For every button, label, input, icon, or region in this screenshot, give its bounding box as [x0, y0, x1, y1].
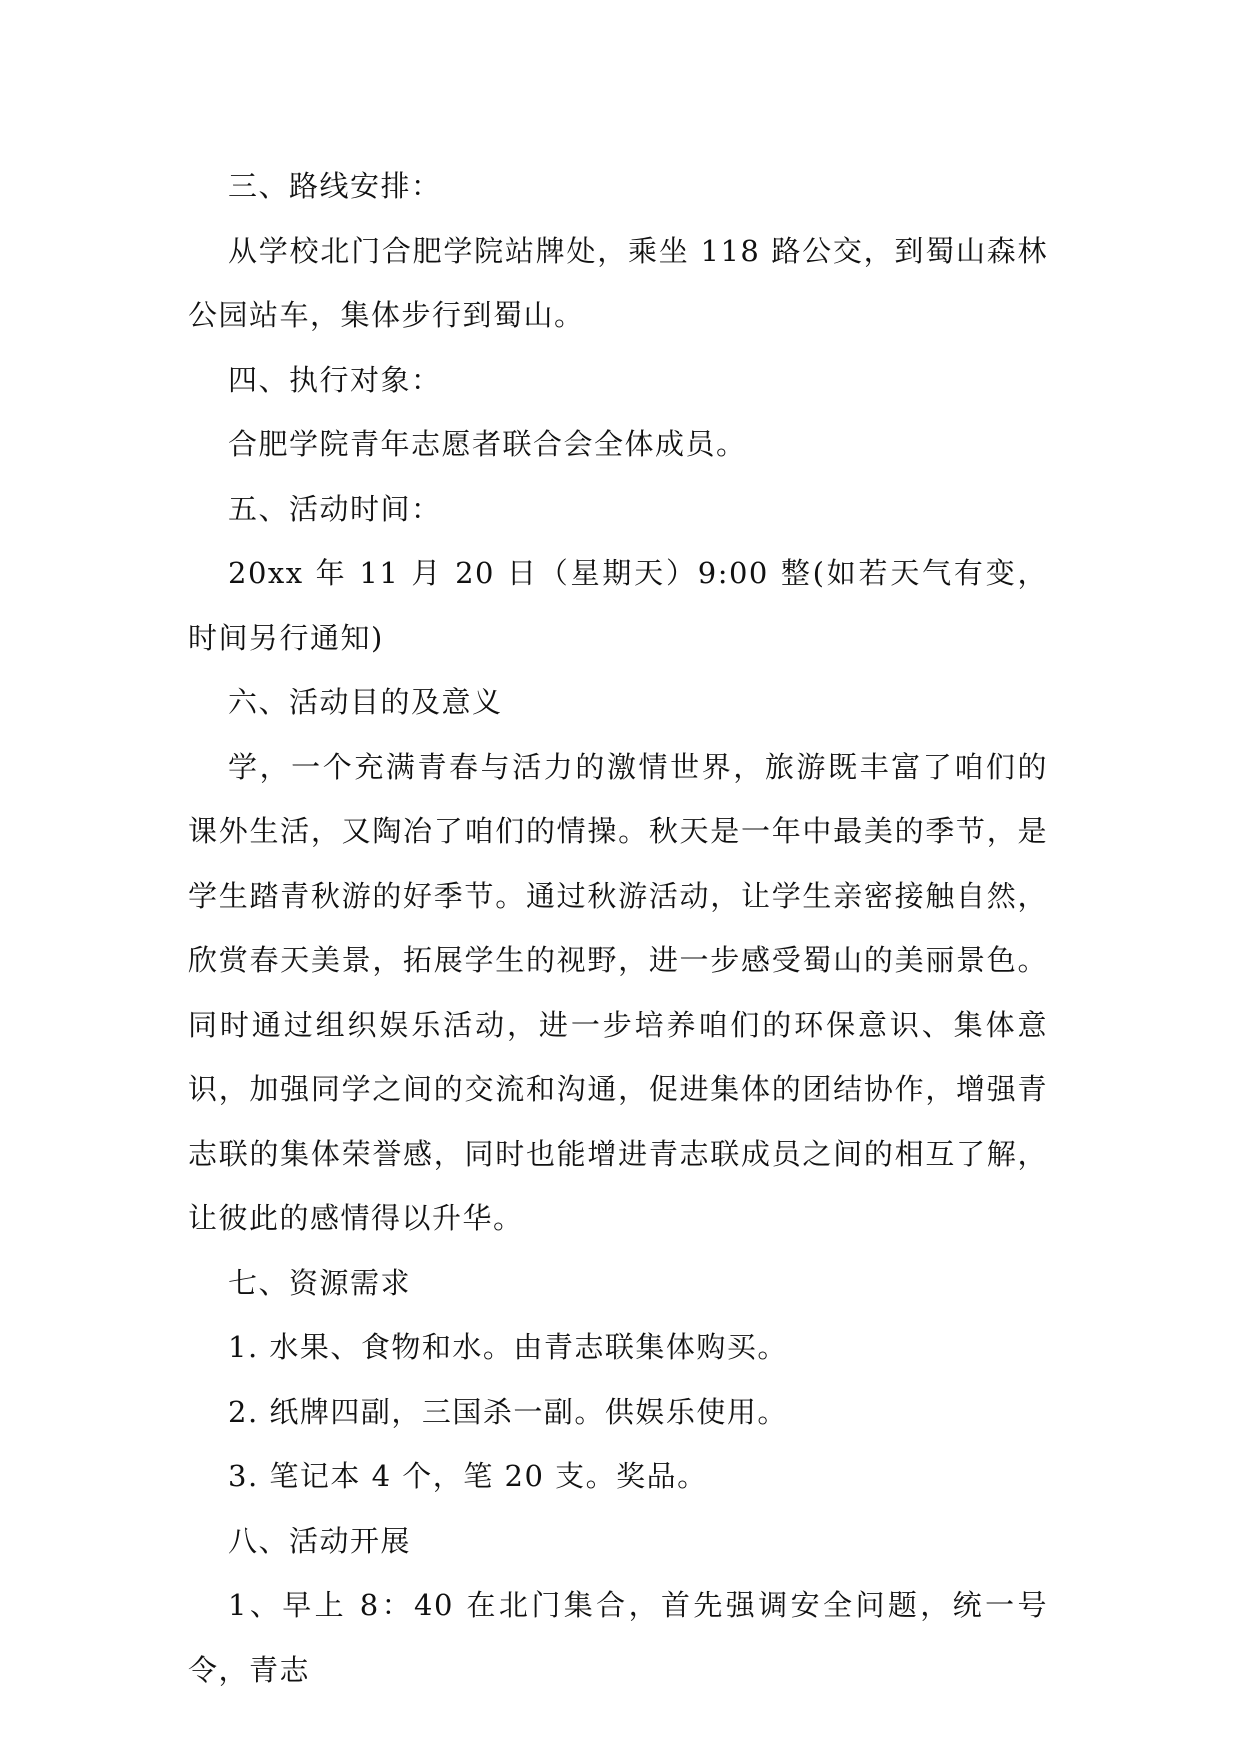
paragraph-purpose: 学，一个充满青春与活力的激情世界，旅游既丰富了咱们的课外生活，又陶冶了咱们的情操。秋天是一年中最美的季节，是学生踏青秋游的好季节。通过秋游活动，让学生亲密接触自然，欣赏春天美景，拓展学生的视野，进一步感受蜀山的美丽景色。同时通过组织娱乐活动，进一步培养咱们的环保意识、集体意识，加强同学之间的交流和沟通，促进集体的团结协作，增强青志联的集体荣誉感，同时也能增进青志联成员之间的相互了解，让彼此的感情得以升华。: [188, 749, 1048, 1235]
document-body: [188, 154, 1048, 1702]
list-item-resource-3: 3. 笔记本 4 个，笔 20 支。奖品。: [228, 1459, 708, 1493]
list-item-resource-1: 1. 水果、食物和水。由青志联集体购买。: [228, 1330, 788, 1364]
section-heading-target: 四、执行对象：: [228, 362, 442, 397]
section-heading-route: 三、路线安排：: [228, 169, 442, 203]
paragraph-route: 从学校北门合肥学院站牌处，乘坐 118 路公交，到蜀山森林公园站车，集体步行到蜀山。: [188, 233, 1048, 332]
paragraph-target: 合肥学院青年志愿者联合会全体成员。: [228, 427, 747, 461]
paragraph-time: 20xx 年 11 月 20 日（星期天）9:00 整(如若天气有变，时间另行通知): [188, 556, 1048, 655]
section-heading-purpose: 六、活动目的及意义: [228, 685, 503, 719]
section-heading-time: 五、活动时间：: [228, 491, 442, 526]
list-item-resource-2: 2. 纸牌四副，三国杀一副。供娱乐使用。: [228, 1394, 788, 1429]
section-heading-resources: 七、资源需求: [228, 1265, 412, 1300]
section-heading-activity: 八、活动开展: [228, 1523, 412, 1558]
paragraph-activity-1: 1、早上 8：40 在北门集合，首先强调安全问题，统一号令，青志: [188, 1588, 1048, 1687]
